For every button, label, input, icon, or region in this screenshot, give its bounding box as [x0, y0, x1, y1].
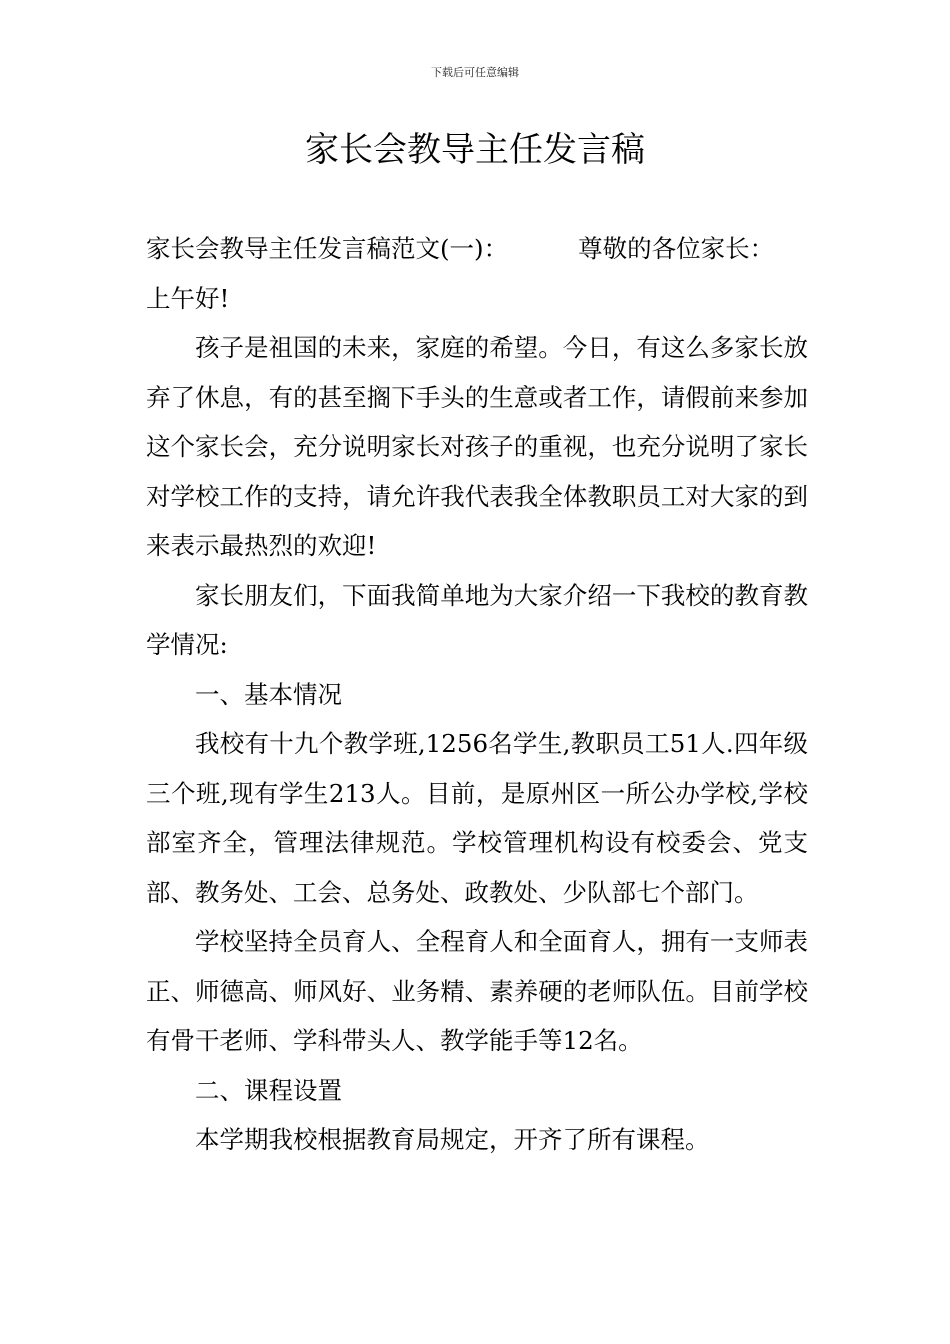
paragraph-courses: 本学期我校根据教育局规定，开齐了所有课程。 — [195, 1125, 710, 1154]
document-body — [146, 224, 808, 1165]
header-note: 下载后可任意编辑 — [431, 66, 519, 79]
section-heading-basic: 一、基本情况 — [195, 679, 342, 709]
opening-label: 家长会教导主任发言稿范文(一)： — [146, 234, 509, 263]
paragraph-basic-info: 我校有十九个教学班,1256名学生,教职员工51人.四年级三个班,现有学生213人。目前，是原州区一所公办学校,学校部室齐全，管理法律规范。学校管理机构设有校委会、党支部、教务处、工会、总务处、政教处、少队部七个部门。 — [146, 729, 808, 907]
section-heading-courses: 二、课程设置 — [195, 1075, 342, 1105]
paragraph-welcome: 孩子是祖国的未来，家庭的希望。今日，有这么多家长放弃了休息，有的甚至搁下手头的生意或者工作，请假前来参加这个家长会，充分说明家长对孩子的重视，也充分说明了家长对学校工作的支持，请允许我代表我全体教职员工对大家的到来表示最热烈的欢迎! — [146, 333, 808, 560]
paragraph-teachers: 学校坚持全员育人、全程育人和全面育人，拥有一支师表正、师德高、师风好、业务精、素养硬的老师队伍。目前学校有骨干老师、学科带头人、教学能手等12名。 — [146, 927, 808, 1055]
opening-line — [146, 224, 808, 274]
greeting: 上午好! — [146, 283, 230, 313]
salutation: 尊敬的各位家长： — [578, 234, 775, 263]
document-title: 家长会教导主任发言稿 — [305, 130, 645, 170]
paragraph-intro: 家长朋友们，下面我简单地为大家介绍一下我校的教育教学情况: — [146, 580, 808, 659]
